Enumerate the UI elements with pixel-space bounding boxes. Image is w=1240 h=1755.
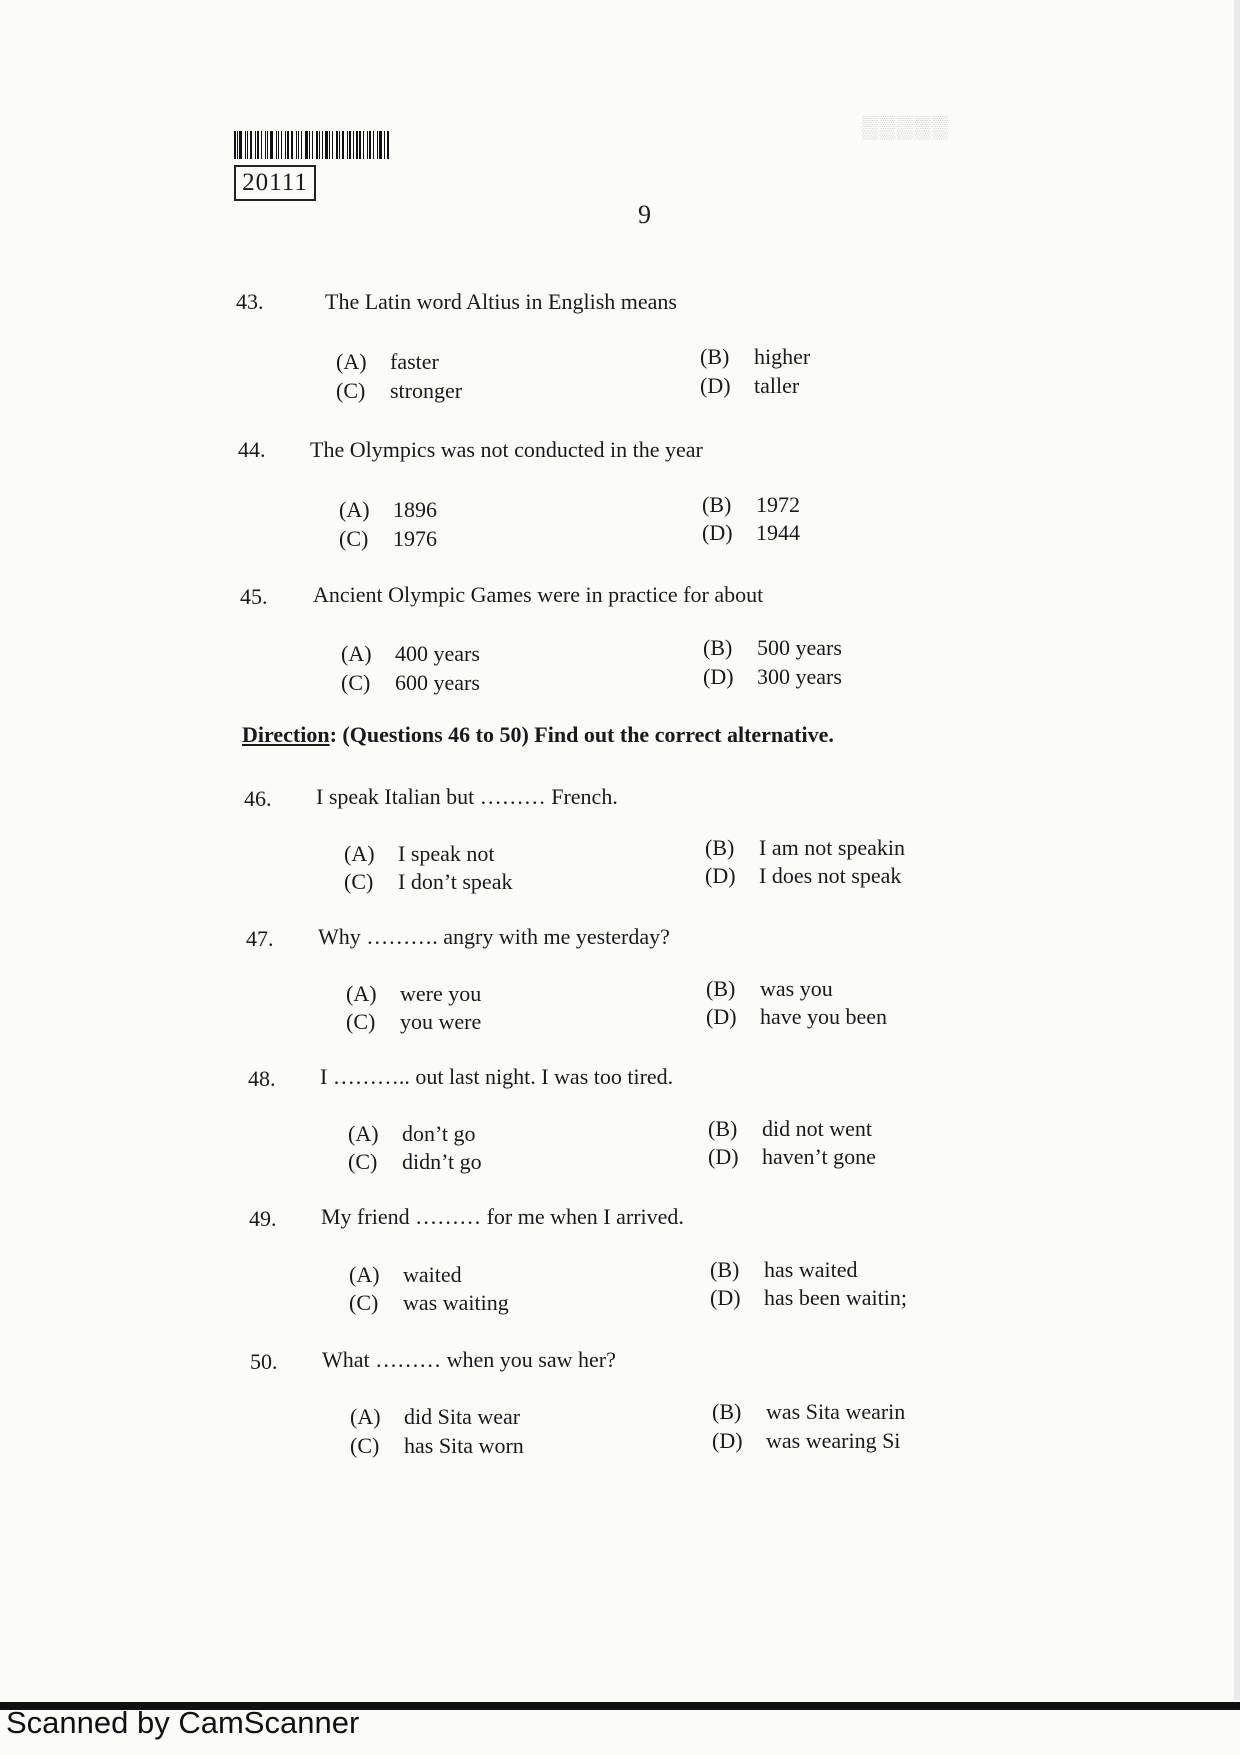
barcode-bar [363, 131, 364, 159]
option-label: (D) [703, 664, 734, 689]
option-text: did not went [762, 1116, 872, 1141]
page-number: 9 [638, 200, 651, 229]
barcode-bar [255, 131, 256, 159]
option-label: (C) [349, 1290, 379, 1315]
option-text: have you been [760, 1004, 888, 1029]
option-d [703, 664, 842, 690]
barcode-bar [245, 131, 246, 159]
option-label: (D) [702, 520, 733, 545]
option-text: waited [403, 1262, 462, 1287]
option-label: (B) [703, 635, 733, 660]
option-label: (D) [700, 373, 731, 398]
question-text: I ……….. out last night. I was too tired. [320, 1064, 674, 1089]
barcode-bar [332, 131, 333, 159]
direction-heading [242, 722, 834, 748]
option-c [336, 378, 462, 404]
option-d [710, 1285, 907, 1311]
barcode-bar [377, 131, 378, 159]
barcode-bar [261, 131, 262, 159]
option-d [705, 863, 901, 889]
option-label: (D) [710, 1285, 741, 1310]
option-text: don’t go [402, 1121, 476, 1146]
option-label: (A) [350, 1404, 381, 1429]
direction-text: : (Questions 46 to 50) Find out the correct alternative. [329, 722, 834, 747]
option-text: has Sita worn [404, 1433, 524, 1458]
barcode-bar [353, 131, 354, 159]
option-d [712, 1428, 900, 1454]
barcode-bar [309, 131, 310, 159]
question-text: Why ………. angry with me yesterday? [318, 924, 670, 949]
option-text: was waiting [403, 1290, 509, 1315]
option-c [349, 1290, 509, 1316]
barcode-bar [322, 131, 323, 159]
option-label: (A) [339, 497, 370, 522]
option-b [700, 344, 810, 370]
option-text: were you [400, 981, 482, 1006]
option-c [341, 670, 480, 696]
option-b [702, 492, 800, 518]
scan-edge-shadow [1234, 0, 1240, 1700]
barcode-bar [276, 131, 277, 159]
question-number: 46. [244, 786, 272, 811]
option-b [705, 835, 905, 861]
option-text: was you [760, 976, 833, 1001]
question-number: 44. [238, 437, 266, 462]
option-text: 1972 [756, 492, 800, 517]
option-a [349, 1262, 462, 1288]
barcode-bar [250, 131, 252, 159]
question-number: 49. [249, 1206, 277, 1231]
option-label: (D) [708, 1144, 739, 1169]
option-c [339, 526, 437, 552]
option-text: was wearing Si [766, 1428, 901, 1453]
barcode-bar [265, 131, 266, 159]
option-label: (C) [348, 1149, 378, 1174]
barcode-bar [287, 131, 289, 159]
barcode-bar [325, 131, 327, 159]
option-label: (D) [705, 863, 736, 888]
option-a [336, 349, 439, 375]
barcode-bar [384, 131, 385, 159]
option-label: (B) [700, 344, 730, 369]
option-text: has waited [764, 1257, 858, 1282]
barcode-bar [257, 131, 259, 159]
option-text: 500 years [757, 635, 842, 660]
document-code-box: 20111 [234, 165, 316, 201]
barcode-image [234, 131, 390, 159]
option-label: (A) [344, 841, 375, 866]
question-text: What ……… when you saw her? [322, 1347, 616, 1372]
option-label: (B) [708, 1116, 738, 1141]
option-d [706, 1004, 887, 1030]
barcode-bar [281, 131, 282, 159]
option-b [706, 976, 833, 1002]
option-label: (C) [339, 526, 369, 551]
barcode-bar [347, 131, 348, 159]
option-c [346, 1009, 481, 1035]
faint-stamp-mark: ▒▒▒▒▒ [862, 114, 950, 139]
question-number: 48. [248, 1066, 276, 1091]
option-label: (D) [706, 1004, 737, 1029]
barcode-bar [342, 131, 344, 159]
barcode-bar [369, 131, 371, 159]
option-text: has been waitin; [764, 1285, 907, 1310]
option-label: (C) [350, 1433, 380, 1458]
option-label: (A) [336, 349, 367, 374]
option-label: (B) [706, 976, 736, 1001]
barcode-bar [267, 131, 269, 159]
option-c [350, 1433, 524, 1459]
barcode-bar [270, 131, 272, 159]
option-label: (A) [348, 1121, 379, 1146]
option-text: you were [400, 1009, 482, 1034]
question-number: 50. [250, 1349, 278, 1374]
option-a [339, 497, 437, 523]
barcode-bar [379, 131, 381, 159]
option-a [348, 1121, 476, 1147]
barcode-bar [278, 131, 280, 159]
question-text: My friend ……… for me when I arrived. [321, 1204, 684, 1229]
option-text: I am not speakin [759, 835, 906, 860]
option-label: (B) [712, 1399, 742, 1424]
question-number: 47. [246, 926, 274, 951]
option-d [700, 373, 799, 399]
question-text: I speak Italian but ……… French. [316, 784, 618, 809]
barcode-bar [319, 131, 320, 159]
scanner-watermark-text: Scanned by CamScanner [6, 1705, 360, 1740]
question-text: The Latin word Altius in English means [325, 289, 677, 314]
option-b [703, 635, 842, 661]
option-a [344, 841, 495, 867]
option-text: faster [390, 349, 439, 374]
option-label: (A) [346, 981, 377, 1006]
option-text: did Sita wear [404, 1404, 521, 1429]
barcode-bar [296, 131, 297, 159]
barcode-bar [301, 131, 302, 159]
option-b [710, 1257, 857, 1283]
option-label: (C) [341, 670, 371, 695]
option-a [346, 981, 481, 1007]
option-label: (A) [349, 1262, 380, 1287]
barcode-bar [247, 131, 249, 159]
option-text: higher [754, 344, 811, 369]
barcode-bar [367, 131, 368, 159]
option-label: (C) [336, 378, 366, 403]
barcode-bar [349, 131, 351, 159]
option-text: 400 years [395, 641, 480, 666]
question-text: Ancient Olympic Games were in practice for about [313, 582, 764, 607]
option-label: (C) [346, 1009, 376, 1034]
option-label: (B) [705, 835, 735, 860]
option-text: haven’t gone [762, 1144, 876, 1169]
barcode-bar [305, 131, 307, 159]
option-text: 1944 [756, 520, 800, 545]
question-number: 45. [240, 584, 268, 609]
option-text: 600 years [395, 670, 480, 695]
option-d [708, 1144, 876, 1170]
barcode-bar [387, 131, 389, 159]
option-label: (B) [702, 492, 732, 517]
barcode-bar [237, 131, 238, 159]
barcode-bar [298, 131, 300, 159]
barcode-bar [373, 131, 375, 159]
option-c [344, 869, 512, 895]
option-c [348, 1149, 482, 1175]
option-text: I don’t speak [398, 869, 513, 894]
option-label: (A) [341, 641, 372, 666]
option-text: 1896 [393, 497, 437, 522]
option-text: I does not speak [759, 863, 902, 888]
option-b [712, 1399, 905, 1425]
barcode-bar [234, 131, 236, 159]
option-label: (D) [712, 1428, 743, 1453]
option-a [341, 641, 480, 667]
barcode-bar [239, 131, 241, 159]
barcode-bar [339, 131, 340, 159]
barcode-bar [356, 131, 358, 159]
option-a [350, 1404, 520, 1430]
question-text: The Olympics was not conducted in the year [310, 437, 703, 462]
barcode-bar [329, 131, 331, 159]
barcode-bar [285, 131, 286, 159]
option-text: 1976 [393, 526, 437, 551]
barcode-bar [336, 131, 338, 159]
option-text: didn’t go [402, 1149, 482, 1174]
option-text: 300 years [757, 664, 842, 689]
option-text: I speak not [398, 841, 495, 866]
option-label: (C) [344, 869, 374, 894]
option-d [702, 520, 800, 546]
barcode-bar [291, 131, 293, 159]
barcode-bar [312, 131, 314, 159]
barcode-bar [316, 131, 318, 159]
direction-label: Direction [242, 722, 330, 747]
option-text: was Sita wearin [766, 1399, 906, 1424]
option-label: (B) [710, 1257, 740, 1282]
barcode-bar [359, 131, 361, 159]
option-text: taller [754, 373, 800, 398]
option-b [708, 1116, 872, 1142]
question-number: 43. [236, 289, 264, 314]
option-text: stronger [390, 378, 463, 403]
